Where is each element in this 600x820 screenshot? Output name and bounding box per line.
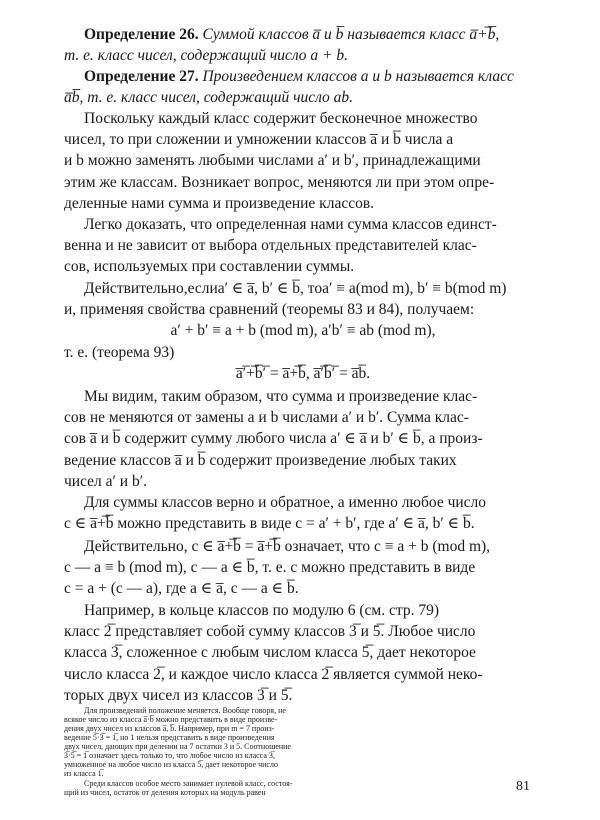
- text-line: Мы видим, таким образом, что сумма и произведение клас-: [84, 388, 478, 405]
- text-line: сов a̅ и b̅ содержит сумму любого числа a′ ∈ a̅ и b′ ∈ b̅, а произ-: [64, 430, 483, 448]
- text-line: Действительно, c ∈ a̅+̅b̅ = a̅+̅b̅ означает, что c ≡ a + b (mod m),: [84, 538, 491, 555]
- definition-27-line-1: Определение 27. Произведением классов a и b называется класс: [84, 68, 514, 85]
- text-line: ведение 5̅·3̅ = 1̅, но 1 нельзя представить в виде произведения: [64, 733, 275, 742]
- text-line: Действительно,еслиa′ ∈ a̅, b′ ∈ b̅, тоa′ ≡ a(mod m), b′ ≡ b(mod m): [84, 280, 507, 297]
- text-line: c ∈ a̅+̅b̅ можно представить в виде c = a′ + b′, где a′ ∈ a̅, b′ ∈ b̅.: [64, 515, 475, 533]
- text-line: венна и не зависит от выбора отдельных представителей клас-: [64, 237, 477, 255]
- definition-27-line-2: a̅b̅, т. е. класс чисел, содержащий число ab.: [64, 89, 354, 107]
- text-line: и b можно заменять любыми числами a′ и b′, принадлежащими: [64, 152, 481, 170]
- formula-line: a̅′̅+̅b̅′̅ = a̅+̅b̅, a̅′̅b̅′̅ = a̅b̅.: [235, 364, 371, 382]
- text-line: число класса 2̅, и каждое число класса 2̅ является суммой неко-: [64, 665, 483, 683]
- paragraph-6: [64, 536, 542, 600]
- text-line: ведение классов a̅ и b̅ содержит произведение любых таких: [64, 451, 457, 469]
- text-line: c = a + (c — a), где a ∈ a̅, c — a ∈ b̅.: [64, 580, 299, 598]
- definition-26-line-1: Определение 26. Суммой классов a̅ и b̅ называется класс a̅+̅b̅,: [84, 26, 500, 43]
- text-line: деленные нами сумма и произведение классов.: [64, 194, 375, 212]
- definition-26: [64, 24, 542, 66]
- page-number: 81: [516, 779, 530, 794]
- text-line: Легко доказать, что определенная нами сумма классов единст-: [84, 216, 497, 233]
- paragraph-3: [64, 278, 542, 384]
- text-line: Среди классов особое место занимает нулевой класс, состоя-: [84, 779, 293, 788]
- definition-27-title: Определение 27.: [84, 68, 199, 85]
- paragraph-7: [64, 600, 542, 706]
- paragraph-9: [64, 760, 542, 778]
- text-line: всякое число из класса a̅·b̅ можно представить в виде произве-: [64, 715, 278, 724]
- text-line: сов, используемых при составлении суммы.: [64, 258, 355, 276]
- formula-line: a′ + b′ ≡ a + b (mod m), a′b′ ≡ ab (mod m),: [170, 322, 436, 340]
- text-line: c — a ≡ b (mod m), c — a ∈ b̅, т. е. c можно представить в виде: [64, 559, 476, 577]
- text-line: Поскольку каждый класс содержит бесконечное множество: [84, 110, 478, 127]
- text-line: класс 2̅ представляет собой сумму классов 3̅ и 5̅. Любое число: [64, 623, 476, 641]
- paragraph-2: [64, 214, 542, 278]
- paragraph-8: [64, 706, 542, 760]
- text-line: 3̅·5̅ = 1̅ означает здесь только то, что любое число из класса 3̅,: [64, 751, 275, 760]
- text-line: дения двух чисел из классов a̅, b̅. Например, при m = 7 произ-: [64, 724, 275, 733]
- text-line: и, применяя свойства сравнений (теоремы 83 и 84), получаем:: [64, 301, 475, 319]
- text-line: этим же классам. Возникает вопрос, меняются ли при этом опре-: [64, 173, 495, 191]
- paragraph-5: [64, 492, 542, 534]
- paragraph-10: [64, 779, 504, 797]
- text-line: Для суммы классов верно и обратное, а именно любое число: [84, 494, 487, 511]
- definition-26-line-2: т. е. класс чисел, содержащий число a + b.: [64, 47, 349, 65]
- paragraph-4: [64, 386, 542, 492]
- text-line: умноженное на любое число из класса 5̅, дает некоторое число: [64, 760, 278, 769]
- text-line: т. е. (теорема 93): [64, 343, 175, 361]
- paragraph-1: [64, 108, 542, 214]
- text-line: Например, в кольце классов по модулю 6 (см. стр. 79): [84, 602, 439, 619]
- text-line: класса 3̅, сложенное с любым числом класса 5̅, дает некоторое: [64, 644, 476, 662]
- text-line: сов не меняются от замены a и b числами a′ и b′. Сумма клас-: [64, 409, 469, 427]
- text-line: щий из чисел, остаток от деления которых на модуль равен: [64, 788, 266, 797]
- text-line: из класса 1̅.: [64, 769, 104, 778]
- text-line: торых двух чисел из классов 3̅ и 5̅.: [64, 686, 293, 704]
- text-line: чисел a′ и b′.: [64, 472, 147, 490]
- text-line: двух чисел, дающих при делении на 7 остатки 3 и 5. Соотношение: [64, 742, 291, 751]
- text-line: чисел, то при сложении и умножении классов a̅ и b̅ числа a: [64, 131, 454, 149]
- text-line: Для произведений положение меняется. Вообще говоря, не: [84, 706, 286, 715]
- definition-26-title: Определение 26.: [84, 26, 199, 43]
- definition-27: [64, 66, 542, 108]
